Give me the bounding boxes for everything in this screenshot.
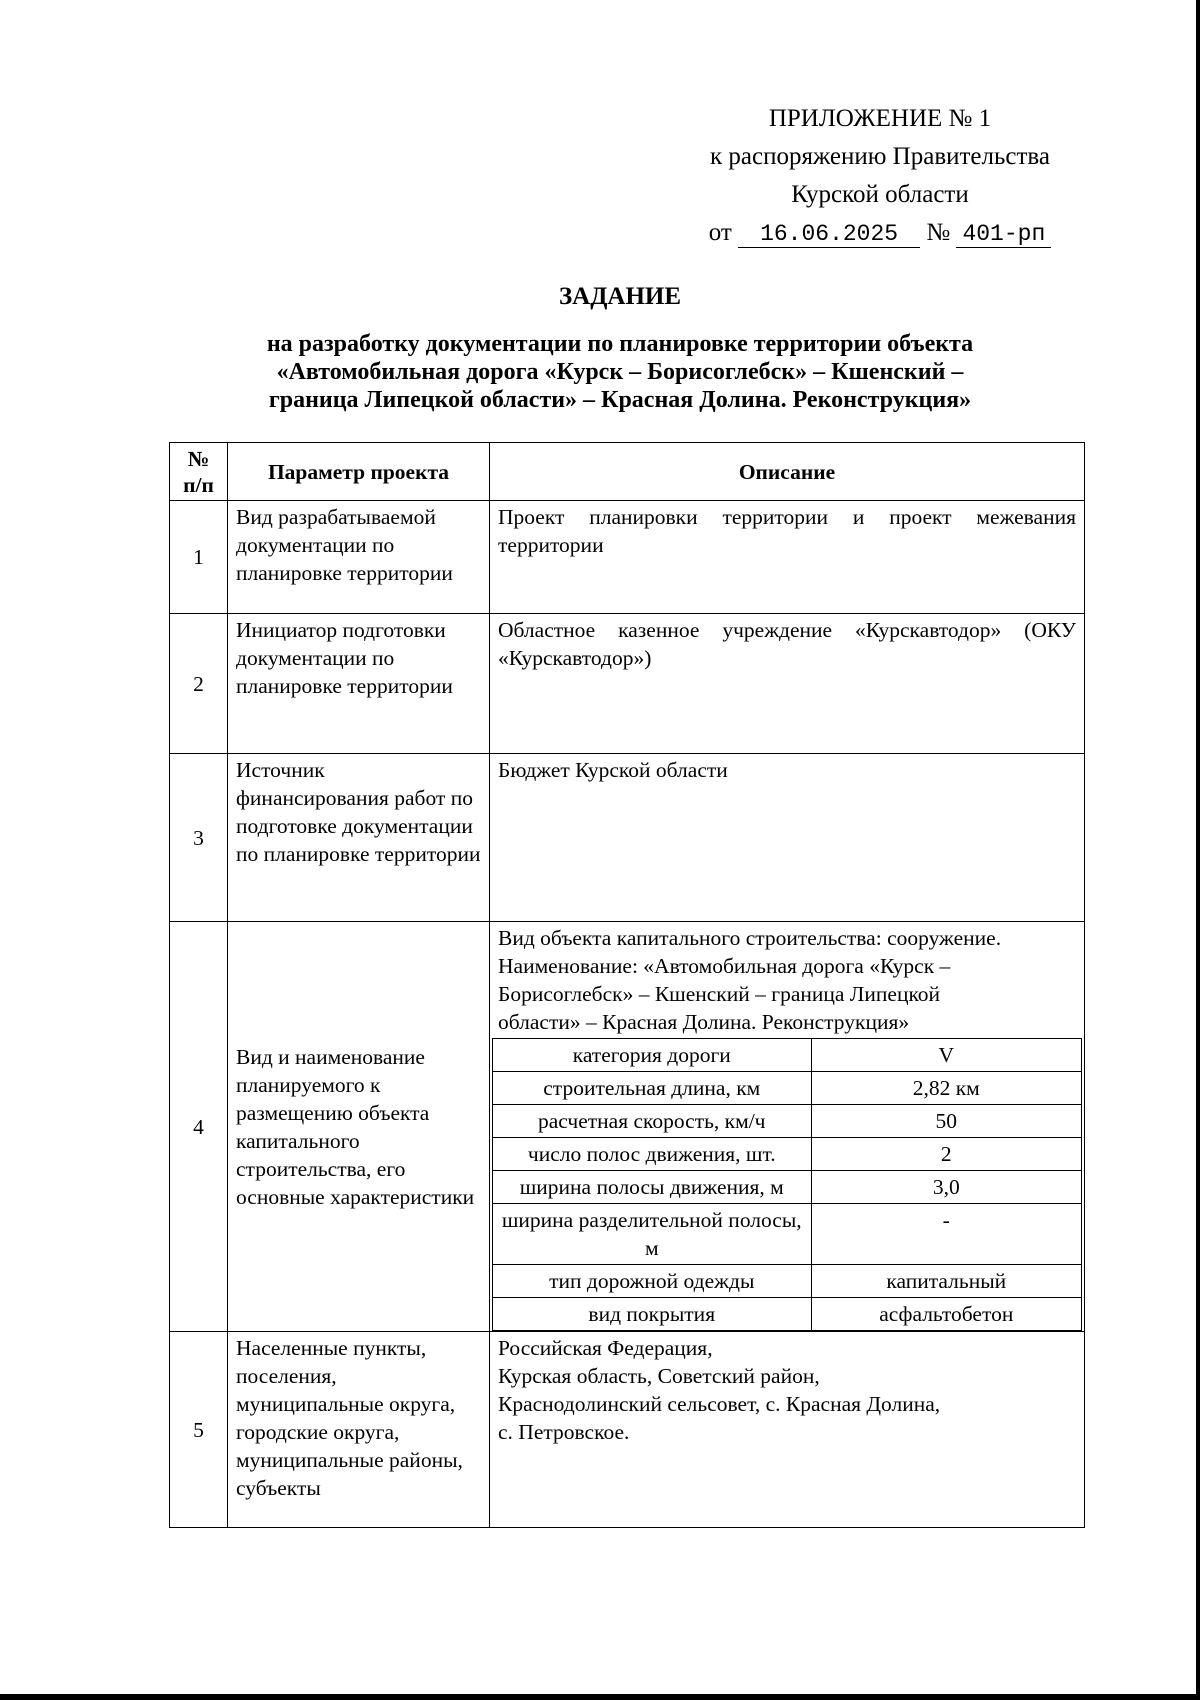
row-param: Источник финансирования работ по подготовке документации по планировке территории [228,754,490,922]
characteristic-value: 2 [811,1138,1081,1171]
row-num: 1 [170,501,228,614]
document-title: ЗАДАНИЕ [558,283,682,310]
object-description [490,922,1084,1038]
characteristic-value: 2,82 км [811,1072,1081,1105]
description-line: Курская область, Советский район, [498,1364,820,1388]
characteristic-value: капитальный [811,1265,1081,1298]
table-row [170,614,1085,754]
page-edge-right [1196,0,1200,1700]
appendix-order: к распоряжению Правительства [709,143,1050,170]
characteristic-name: число полос движения, шт. [493,1138,812,1171]
row-desc [490,1332,1085,1528]
characteristic-name: ширина полосы движения, м [493,1171,812,1204]
subtitle-line: граница Липецкой области» – Красная Долина. Реконструкция» [268,387,972,413]
characteristic-value: асфальтобетон [811,1298,1081,1331]
row-desc [490,922,1085,1332]
characteristic-name: расчетная скорость, км/ч [493,1105,812,1138]
appendix-title: ПРИЛОЖЕНИЕ № 1 [768,105,992,132]
description-line: Борисоглебск» – Кшенский – граница Липецкой [498,982,941,1006]
characteristic-row [493,1138,1082,1171]
header-param: Параметр проекта [228,443,490,501]
row-param: Вид и наименование планируемого к размещению объекта капитального строительства, его основные характеристики [228,922,490,1332]
description-line: Вид объекта капитального строительства: сооружение. [498,926,1002,950]
subtitle-line: «Автомобильная дорога «Курск – Борисоглебск» – Кшенский – [276,359,964,385]
task-table [169,442,1085,1528]
characteristic-name: ширина разделительной полосы, м [493,1204,812,1265]
characteristic-row [493,1265,1082,1298]
subtitle-line: на разработку документации по планировке территории объекта [266,331,974,357]
description-line: с. Петровское. [498,1420,630,1444]
characteristic-name: тип дорожной одежды [493,1265,812,1298]
appendix-block [600,100,1160,252]
row-param: Инициатор подготовки документации по планировке территории [228,614,490,754]
description-line: области» – Красная Долина. Реконструкция» [498,1010,910,1034]
from-label: от [708,219,732,246]
characteristic-row [493,1072,1082,1105]
characteristic-row [493,1105,1082,1138]
row-num: 5 [170,1332,228,1528]
row-desc: Областное казенное учреждение «Курскавтодор» (ОКУ «Курскавтодор») [490,614,1085,754]
page-edge-bottom [0,1694,1200,1700]
header-num: № п/п [170,443,228,501]
characteristic-name: строительная длина, км [493,1072,812,1105]
table-header-row [170,443,1085,501]
description-line: Российская Федерация, [498,1336,713,1360]
order-date: 16.06.2025 [738,221,920,248]
characteristics-table [492,1038,1082,1331]
table-row [170,922,1085,1332]
row-param: Вид разрабатываемой документации по планировке территории [228,501,490,614]
characteristic-name: категория дороги [493,1039,812,1072]
row-param: Населенные пункты, поселения, муниципальные округа, городские округа, муниципальные районы, субъекты [228,1332,490,1528]
table-row [170,754,1085,922]
row-desc: Бюджет Курской области [490,754,1085,922]
characteristic-value: - [811,1204,1081,1265]
document-subtitle [150,330,1090,414]
description-line: Наименование: «Автомобильная дорога «Курск – [498,954,951,978]
order-number: 401-рп [956,221,1051,248]
row-num: 3 [170,754,228,922]
characteristic-row [493,1171,1082,1204]
header-desc: Описание [490,443,1085,501]
characteristic-value: V [811,1039,1081,1072]
description-line: Краснодолинский сельсовет, с. Красная Долина, [498,1392,941,1416]
characteristic-value: 3,0 [811,1171,1081,1204]
table-row [170,501,1085,614]
appendix-date-line [600,214,1160,252]
row-desc: Проект планировки территории и проект межевания территории [490,501,1085,614]
number-label: № [926,219,951,246]
characteristic-name: вид покрытия [493,1298,812,1331]
table-row [170,1332,1085,1528]
characteristic-row [493,1298,1082,1331]
row-num: 2 [170,614,228,754]
characteristic-row [493,1039,1082,1072]
row-num: 4 [170,922,228,1332]
characteristic-value: 50 [811,1105,1081,1138]
characteristic-row [493,1204,1082,1265]
appendix-region: Курской области [791,181,969,208]
